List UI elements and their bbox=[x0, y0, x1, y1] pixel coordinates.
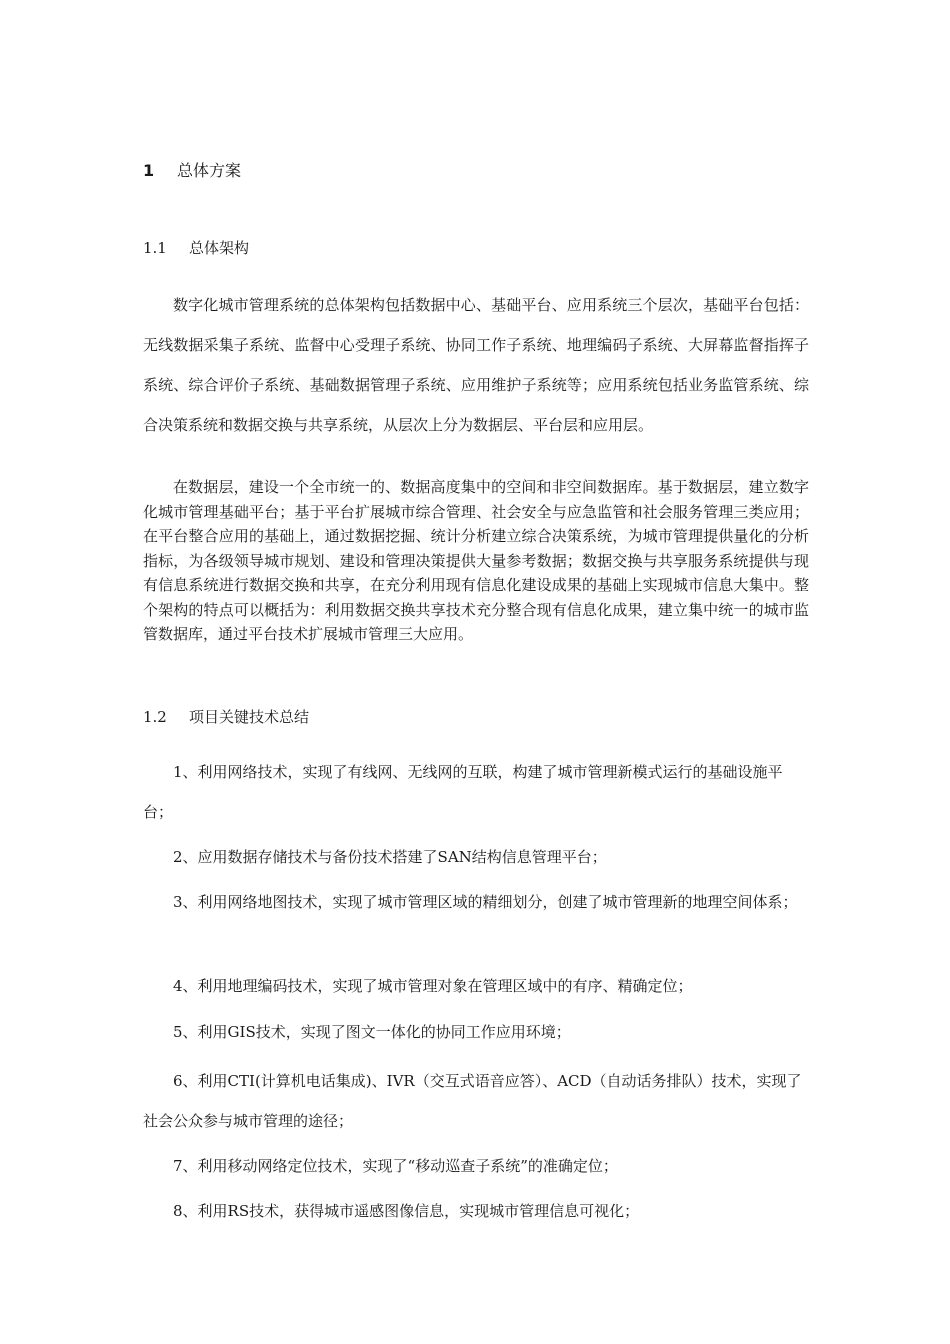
architecture-paragraph-2: 在数据层，建设一个全市统一的、数据高度集中的空间和非空间数据库。基于数据层，建立数字化城市管理基础平台；基于平台扩展城市综合管理、社会安全与应急监管和社会服务管理三类应用；在平台整合应用的基础上，通过数据挖掘、统计分析建立综合决策系统，为城市管理提供量化的分析指标，为各级领导城市规划、建设和管理决策提供大量参考数据；数据交换与共享服务系统提供与现有信息系统进行数据交换和共享，在充分利用现有信息化建设成果的基础上实现城市信息大集中。整个架构的特点可以概括为：利用数据交换共享技术充分整合现有信息化成果，建立集中统一的城市监管数据库，通过平台技术扩展城市管理三大应用。 bbox=[143, 478, 809, 643]
section-number: 1.2 bbox=[143, 708, 167, 726]
architecture-paragraph-1: 数字化城市管理系统的总体架构包括数据中心、基础平台、应用系统三个层次，基础平台包括：无线数据采集子系统、监督中心受理子系统、协同工作子系统、地理编码子系统、大屏幕监督指挥子系统、综合评价子系统、基础数据管理子系统、应用维护子系统等；应用系统包括业务监管系统、综合决策系统和数据交换与共享系统，从层次上分为数据层、平台层和应用层。 bbox=[143, 296, 809, 434]
section-heading-1 bbox=[143, 160, 241, 182]
list-item: 3、利用网络地图技术，实现了城市管理区域的精细划分，创建了城市管理新的地理空间体系； bbox=[173, 893, 798, 911]
section-title: 总体架构 bbox=[189, 239, 250, 257]
section-title: 总体方案 bbox=[177, 161, 242, 180]
list-item: 7、利用移动网络定位技术，实现了“移动巡查子系统”的准确定位； bbox=[173, 1157, 618, 1175]
section-number: 1 bbox=[143, 161, 155, 180]
list-item: 2、应用数据存储技术与备份技术搭建了SAN结构信息管理平台； bbox=[173, 848, 607, 866]
section-heading-1-1 bbox=[143, 237, 249, 259]
section-number: 1.1 bbox=[143, 239, 167, 257]
list-item: 8、利用RS技术，获得城市遥感图像信息，实现城市管理信息可视化； bbox=[173, 1202, 640, 1220]
list-item: 6、利用CTI(计算机电话集成)、IVR（交互式语音应答）、ACD（自动话务排队）技术，实现了社会公众参与城市管理的途径； bbox=[143, 1072, 802, 1130]
section-heading-1-2 bbox=[143, 706, 309, 728]
list-item: 5、利用GIS技术，实现了图文一体化的协同工作应用环境； bbox=[173, 1023, 571, 1041]
list-item: 4、利用地理编码技术，实现了城市管理对象在管理区域中的有序、精确定位； bbox=[173, 977, 693, 995]
section-title: 项目关键技术总结 bbox=[189, 708, 310, 726]
list-item: 1、利用网络技术，实现了有线网、无线网的互联，构建了城市管理新模式运行的基础设施平台； bbox=[143, 763, 783, 821]
